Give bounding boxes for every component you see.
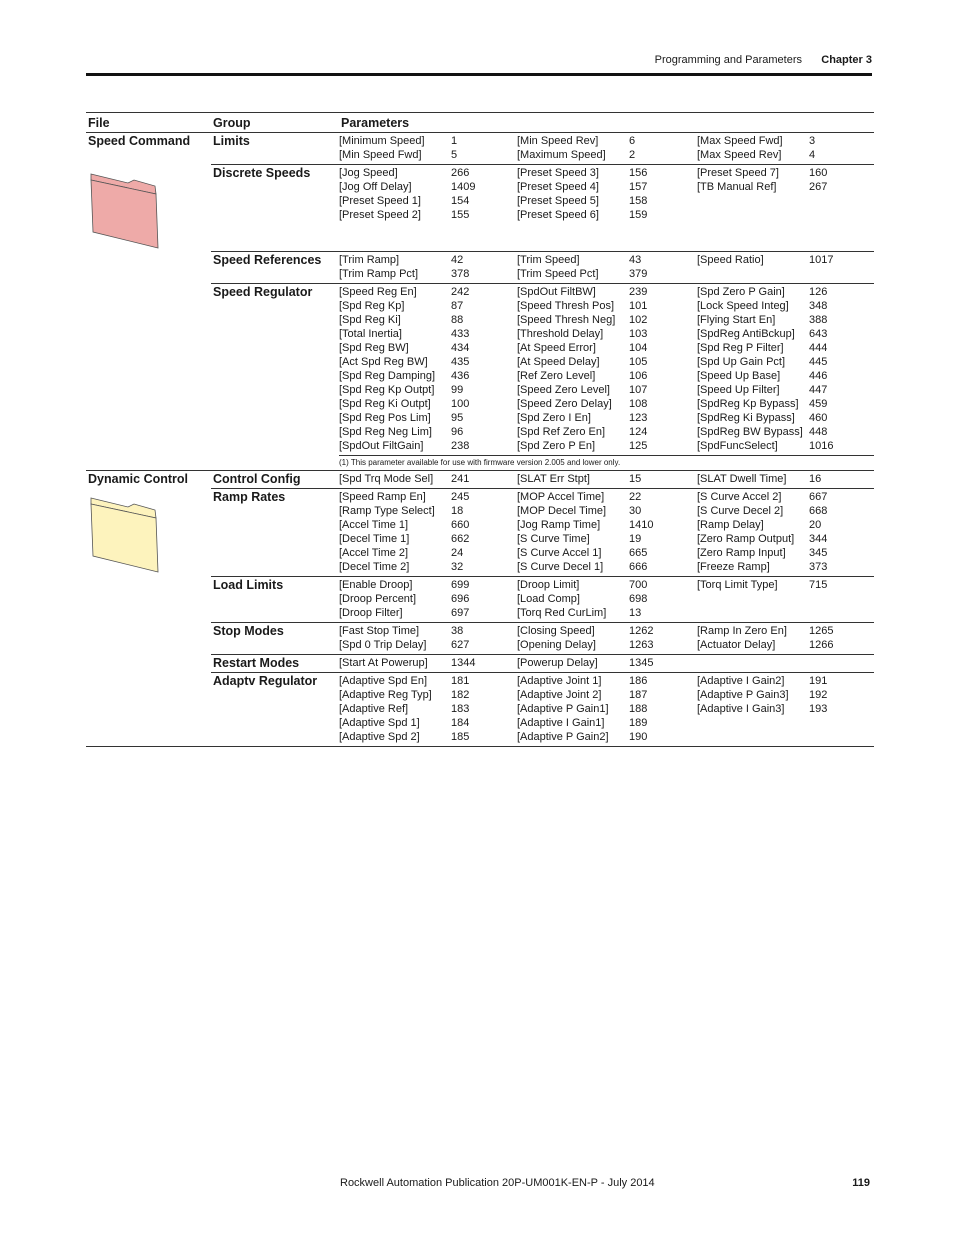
group-parameters (339, 577, 874, 623)
parameter-name: [Preset Speed 1] (339, 195, 421, 207)
parameter-number: 181 (451, 675, 470, 687)
group-name: Speed References (211, 252, 339, 284)
parameter-number: 159 (629, 209, 648, 221)
parameter-name: [Minimum Speed] (339, 135, 425, 147)
group-parameters (339, 133, 874, 165)
parameter-name: [S Curve Decel 2] (697, 505, 784, 517)
parameter-number: 191 (809, 675, 828, 687)
group-name: Speed Regulator (211, 284, 339, 456)
parameter-grid (339, 674, 874, 744)
parameter-number (809, 656, 865, 670)
parameter-name: [Zero Ramp Output] (697, 533, 795, 545)
parameter-name: [Droop Percent] (339, 593, 417, 605)
group-name: Control Config (211, 471, 339, 489)
parameter-name: [Spd Reg Kp Outpt] (339, 384, 435, 396)
parameter-number: 715 (809, 579, 828, 591)
file-cell-empty (86, 252, 211, 284)
parameter-number: 373 (809, 561, 828, 573)
parameter-name: [Speed Thresh Pos] (517, 300, 615, 312)
file-name: Speed Command (88, 134, 191, 148)
column-header-file: File (86, 113, 211, 133)
parameter-grid (339, 472, 874, 486)
parameter-number: 182 (451, 689, 470, 701)
parameter-number (809, 606, 865, 620)
parameter-name: [Adaptive Reg Typ] (339, 689, 432, 701)
parameter-name: [SLAT Err Stpt] (517, 473, 590, 485)
table-row (86, 655, 874, 673)
parameter-name: [Lock Speed Integ] (697, 300, 789, 312)
publication-footer: Rockwell Automation Publication 20P-UM001K-EN-P - July 2014 (340, 1177, 655, 1189)
file-folder-cell (86, 165, 211, 252)
parameter-name: [Act Spd Reg BW] (339, 356, 428, 368)
parameter-number: 88 (451, 314, 464, 326)
parameter-name: [Min Speed Fwd] (339, 149, 422, 161)
parameter-number: 1345 (629, 657, 654, 669)
parameter-number: 1 (451, 135, 458, 147)
parameter-table (86, 112, 874, 747)
file-cell (86, 471, 211, 489)
group-name: Adaptv Regulator (211, 673, 339, 747)
group-parameters (339, 471, 874, 489)
parameter-name: [Preset Speed 2] (339, 209, 421, 221)
parameter-number: 22 (629, 491, 642, 503)
header-chapter: Chapter 3 (821, 54, 872, 66)
parameter-number: 20 (809, 519, 822, 531)
parameter-name (697, 194, 809, 208)
parameter-number: 267 (809, 181, 828, 193)
group-parameters (339, 673, 874, 747)
footnote-row (86, 456, 874, 471)
group-parameters (339, 284, 874, 456)
parameter-number: 1262 (629, 625, 654, 637)
parameter-name: [Trim Speed Pct] (517, 268, 599, 280)
parameter-name (697, 267, 809, 281)
parameter-name: [Speed Up Base] (697, 370, 781, 382)
parameter-number: 378 (451, 268, 470, 280)
parameter-number: 660 (451, 519, 470, 531)
parameter-name: [Ramp Delay] (697, 519, 764, 531)
parameter-number: 266 (451, 167, 470, 179)
parameter-number: 1410 (629, 519, 654, 531)
parameter-name: [Powerup Delay] (517, 657, 598, 669)
parameter-number: 238 (451, 440, 470, 452)
parameter-name: [Enable Droop] (339, 579, 413, 591)
table-row (86, 623, 874, 655)
parameter-name: [SLAT Dwell Time] (697, 473, 787, 485)
parameter-number: 697 (451, 607, 470, 619)
parameter-number: 448 (809, 426, 828, 438)
parameter-number: 2 (629, 149, 636, 161)
parameter-number: 379 (629, 268, 648, 280)
parameter-name: [Spd Zero P Gain] (697, 286, 785, 298)
parameter-number: 158 (629, 195, 648, 207)
parameter-grid (339, 656, 874, 670)
parameter-name: [Adaptive Joint 2] (517, 689, 602, 701)
parameter-number (809, 194, 865, 208)
parameter-name: [Ref Zero Level] (517, 370, 596, 382)
parameter-name: [MOP Accel Time] (517, 491, 605, 503)
parameter-number: 103 (629, 328, 648, 340)
file-cell-empty (86, 673, 211, 747)
parameter-number (809, 592, 865, 606)
table-row (86, 489, 874, 577)
parameter-name: [Droop Limit] (517, 579, 580, 591)
table-header-row (86, 113, 874, 133)
parameter-number: 155 (451, 209, 470, 221)
table-row (86, 165, 874, 252)
file-cell-empty (86, 284, 211, 456)
parameter-name: [Speed Zero Level] (517, 384, 610, 396)
parameter-name: [Total Inertia] (339, 328, 402, 340)
parameter-name: [Preset Speed 3] (517, 167, 599, 179)
parameter-number: 344 (809, 533, 828, 545)
parameter-number: 100 (451, 398, 470, 410)
parameter-number: 189 (629, 717, 648, 729)
parameter-name: [Accel Time 1] (339, 519, 409, 531)
parameter-number: 666 (629, 561, 648, 573)
parameter-number: 5 (451, 149, 458, 161)
parameter-name: [Decel Time 2] (339, 561, 410, 573)
file-folder-cell (86, 489, 211, 577)
parameter-number: 42 (451, 254, 464, 266)
parameter-name: [Start At Powerup] (339, 657, 428, 669)
parameter-grid (339, 490, 874, 574)
parameter-name: [Spd Reg P Filter] (697, 342, 784, 354)
group-name: Load Limits (211, 577, 339, 623)
parameter-name: [Preset Speed 4] (517, 181, 599, 193)
parameter-number: 192 (809, 689, 828, 701)
parameter-number: 19 (629, 533, 642, 545)
table-row (86, 471, 874, 489)
parameter-name: [At Speed Delay] (517, 356, 600, 368)
parameter-name: [SpdFuncSelect] (697, 440, 778, 452)
parameter-number: 154 (451, 195, 470, 207)
parameter-name (697, 716, 809, 730)
parameter-name: [At Speed Error] (517, 342, 596, 354)
parameter-name: [Speed Ratio] (697, 254, 764, 266)
parameter-name (697, 606, 809, 620)
parameter-number: 102 (629, 314, 648, 326)
parameter-name: [S Curve Accel 1] (517, 547, 602, 559)
parameter-name: [Freeze Ramp] (697, 561, 770, 573)
parameter-number: 6 (629, 135, 636, 147)
group-parameters (339, 489, 874, 577)
page-number: 119 (852, 1177, 870, 1189)
parameter-number: 193 (809, 703, 828, 715)
footnote-text: (1) This parameter available for use with firmware version 2.005 and lower only. (339, 456, 874, 471)
parameter-number (809, 267, 865, 281)
parameter-number: 184 (451, 717, 470, 729)
parameter-number: 4 (809, 149, 816, 161)
parameter-name: [Spd Reg Ki Outpt] (339, 398, 431, 410)
parameter-name: [Ramp In Zero En] (697, 625, 787, 637)
parameter-name (697, 208, 809, 222)
parameter-number: 190 (629, 731, 648, 743)
parameter-name: [S Curve Decel 1] (517, 561, 604, 573)
parameter-name: [Ramp Type Select] (339, 505, 435, 517)
parameter-number: 698 (629, 593, 648, 605)
file-cell (86, 133, 211, 165)
parameter-number: 345 (809, 547, 828, 559)
parameter-name: [Spd Reg Neg Lim] (339, 426, 432, 438)
parameter-name: [Spd Reg Kp] (339, 300, 405, 312)
parameter-name: [Adaptive Joint 1] (517, 675, 602, 687)
file-cell-empty (86, 623, 211, 655)
parameter-name: [Adaptive P Gain1] (517, 703, 609, 715)
parameter-number: 447 (809, 384, 828, 396)
parameter-name: [Spd Reg BW] (339, 342, 409, 354)
parameter-number: 185 (451, 731, 470, 743)
parameter-number: 106 (629, 370, 648, 382)
folder-icon (88, 494, 160, 574)
parameter-name: [Trim Speed] (517, 254, 580, 266)
parameter-number: 126 (809, 286, 828, 298)
parameter-name: [Preset Speed 6] (517, 209, 599, 221)
parameter-name: [SpdOut FiltBW] (517, 286, 596, 298)
parameter-number: 124 (629, 426, 648, 438)
parameter-name: [Trim Ramp] (339, 254, 400, 266)
parameter-number: 445 (809, 356, 828, 368)
parameter-name: [Speed Reg En] (339, 286, 417, 298)
parameter-number: 433 (451, 328, 470, 340)
parameter-name: [SpdReg Kp Bypass] (697, 398, 799, 410)
parameter-name: [Closing Speed] (517, 625, 595, 637)
parameter-name: [Adaptive P Gain2] (517, 731, 609, 743)
table-row (86, 577, 874, 623)
parameter-name: [Spd Trq Mode Sel] (339, 473, 434, 485)
parameter-number: 1016 (809, 440, 834, 452)
parameter-name: [Spd Reg Pos Lim] (339, 412, 431, 424)
parameter-name: [Spd 0 Trip Delay] (339, 639, 427, 651)
parameter-number: 1409 (451, 181, 476, 193)
parameter-name: [Jog Speed] (339, 167, 398, 179)
parameter-number: 434 (451, 342, 470, 354)
table-row (86, 252, 874, 284)
parameter-number: 186 (629, 675, 648, 687)
parameter-number: 460 (809, 412, 828, 424)
parameter-number: 101 (629, 300, 648, 312)
parameter-name: [S Curve Time] (517, 533, 590, 545)
parameter-number: 125 (629, 440, 648, 452)
parameter-number: 239 (629, 286, 648, 298)
parameter-number: 99 (451, 384, 464, 396)
parameter-name: [Zero Ramp Input] (697, 547, 786, 559)
parameter-name: [Spd Reg Ki] (339, 314, 401, 326)
parameter-name: [Adaptive Spd 1] (339, 717, 420, 729)
parameter-grid (339, 578, 874, 620)
parameter-name (697, 730, 809, 744)
folder-icon (88, 170, 160, 250)
parameter-name: [Min Speed Rev] (517, 135, 599, 147)
file-cell-empty (86, 577, 211, 623)
parameter-name: [Spd Reg Damping] (339, 370, 435, 382)
parameter-number: 1265 (809, 625, 834, 637)
group-name: Stop Modes (211, 623, 339, 655)
group-name: Limits (211, 133, 339, 165)
parameter-name: [Accel Time 2] (339, 547, 409, 559)
parameter-number: 1263 (629, 639, 654, 651)
parameter-number: 18 (451, 505, 464, 517)
parameter-name: [Maximum Speed] (517, 149, 606, 161)
parameter-grid (339, 285, 874, 453)
parameter-number: 348 (809, 300, 828, 312)
parameter-number: 643 (809, 328, 828, 340)
group-name: Ramp Rates (211, 489, 339, 577)
parameter-number: 123 (629, 412, 648, 424)
parameter-name: [Spd Zero P En] (517, 440, 596, 452)
parameter-number: 700 (629, 579, 648, 591)
parameter-name: [Max Speed Rev] (697, 149, 782, 161)
group-parameters (339, 623, 874, 655)
parameter-number: 459 (809, 398, 828, 410)
parameter-number: 1017 (809, 254, 834, 266)
parameter-number: 388 (809, 314, 828, 326)
parameter-number: 108 (629, 398, 648, 410)
parameter-number: 1266 (809, 639, 834, 651)
parameter-name: [TB Manual Ref] (697, 181, 777, 193)
column-header-group: Group (211, 113, 339, 133)
parameter-number: 435 (451, 356, 470, 368)
parameter-number: 665 (629, 547, 648, 559)
parameter-name: [Actuator Delay] (697, 639, 776, 651)
parameter-name (697, 656, 809, 670)
parameter-number: 446 (809, 370, 828, 382)
parameter-number: 696 (451, 593, 470, 605)
column-header-parameters: Parameters (339, 113, 874, 133)
parameter-name: [Speed Thresh Neg] (517, 314, 616, 326)
parameter-number (809, 730, 865, 744)
parameter-grid (339, 624, 874, 652)
parameter-number: 96 (451, 426, 464, 438)
parameter-number: 667 (809, 491, 828, 503)
group-parameters (339, 655, 874, 673)
table-row (86, 284, 874, 456)
group-cell-empty (211, 456, 339, 471)
parameter-number: 13 (629, 607, 642, 619)
parameter-number (809, 716, 865, 730)
parameter-name: [Torq Red CurLim] (517, 607, 607, 619)
parameter-number: 87 (451, 300, 464, 312)
parameter-grid (339, 253, 874, 281)
parameter-name: [Adaptive I Gain2] (697, 675, 785, 687)
parameter-number: 699 (451, 579, 470, 591)
parameter-name: [Spd Up Gain Pct] (697, 356, 786, 368)
parameter-name: [Jog Ramp Time] (517, 519, 601, 531)
parameter-number: 3 (809, 135, 816, 147)
parameter-name: [Speed Up Filter] (697, 384, 780, 396)
parameter-number: 245 (451, 491, 470, 503)
parameter-number: 32 (451, 561, 464, 573)
parameter-number: 16 (809, 473, 822, 485)
parameter-number: 241 (451, 473, 470, 485)
parameter-number: 156 (629, 167, 648, 179)
parameter-number: 444 (809, 342, 828, 354)
parameter-number: 668 (809, 505, 828, 517)
parameter-name: [SpdReg AntiBckup] (697, 328, 795, 340)
parameter-name: [Adaptive I Gain1] (517, 717, 605, 729)
table-row (86, 673, 874, 747)
parameter-name: [Preset Speed 7] (697, 167, 779, 179)
table-row (86, 133, 874, 165)
parameter-name: [Adaptive Spd En] (339, 675, 428, 687)
parameter-name: [Adaptive I Gain3] (697, 703, 785, 715)
parameter-name: [S Curve Accel 2] (697, 491, 782, 503)
parameter-name: [Flying Start En] (697, 314, 776, 326)
parameter-name: [Decel Time 1] (339, 533, 410, 545)
parameter-name: [Spd Zero I En] (517, 412, 591, 424)
group-parameters (339, 252, 874, 284)
file-cell-empty (86, 655, 211, 673)
parameter-name: [Adaptive Spd 2] (339, 731, 420, 743)
parameter-number: 30 (629, 505, 642, 517)
parameter-number: 104 (629, 342, 648, 354)
parameter-number: 95 (451, 412, 464, 424)
parameter-number: 183 (451, 703, 470, 715)
parameter-number: 1344 (451, 657, 476, 669)
parameter-number: 188 (629, 703, 648, 715)
parameter-number: 242 (451, 286, 470, 298)
header-section-title: Programming and Parameters (654, 54, 802, 66)
table-body (86, 133, 874, 747)
parameter-number: 38 (451, 625, 464, 637)
parameter-number: 43 (629, 254, 642, 266)
parameter-number: 436 (451, 370, 470, 382)
parameter-name: [Spd Ref Zero En] (517, 426, 606, 438)
parameter-name: [SpdReg BW Bypass] (697, 426, 803, 438)
parameter-name: [Adaptive Ref] (339, 703, 409, 715)
parameter-number: 24 (451, 547, 464, 559)
parameter-number: 662 (451, 533, 470, 545)
parameter-name: [Speed Ramp En] (339, 491, 426, 503)
parameter-number (809, 208, 865, 222)
parameter-name: [Threshold Delay] (517, 328, 604, 340)
parameter-number: 187 (629, 689, 648, 701)
parameter-name (697, 592, 809, 606)
parameter-number: 160 (809, 167, 828, 179)
page-header (86, 52, 872, 76)
parameter-name: [Torq Limit Type] (697, 579, 778, 591)
parameter-name: [Jog Off Delay] (339, 181, 412, 193)
parameter-number: 627 (451, 639, 470, 651)
parameter-number: 105 (629, 356, 648, 368)
file-cell-empty (86, 456, 211, 471)
group-parameters (339, 165, 874, 252)
parameter-name: [Preset Speed 5] (517, 195, 599, 207)
parameter-number: 15 (629, 473, 642, 485)
parameter-name: [Fast Stop Time] (339, 625, 420, 637)
parameter-name: [Droop Filter] (339, 607, 403, 619)
parameter-name: [Max Speed Fwd] (697, 135, 783, 147)
parameter-name: [Load Comp] (517, 593, 580, 605)
parameter-name: [SpdReg Ki Bypass] (697, 412, 795, 424)
file-name: Dynamic Control (88, 472, 189, 486)
parameter-number: 157 (629, 181, 648, 193)
parameter-grid (339, 166, 874, 222)
parameter-number: 107 (629, 384, 648, 396)
parameter-name: [MOP Decel Time] (517, 505, 607, 517)
parameter-name: [Speed Zero Delay] (517, 398, 612, 410)
parameter-name: [Opening Delay] (517, 639, 596, 651)
parameter-name: [SpdOut FiltGain] (339, 440, 424, 452)
parameter-name: [Adaptive P Gain3] (697, 689, 789, 701)
parameter-grid (339, 134, 874, 162)
group-name: Discrete Speeds (211, 165, 339, 252)
group-name: Restart Modes (211, 655, 339, 673)
parameter-name: [Trim Ramp Pct] (339, 268, 419, 280)
